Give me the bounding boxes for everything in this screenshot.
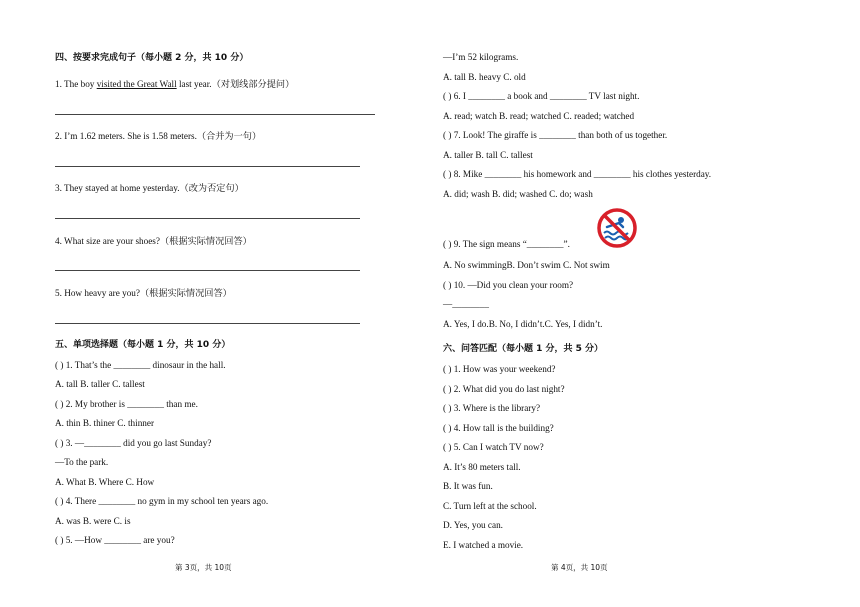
mc-line: ( ) 3. —________ did you go last Sunday? bbox=[55, 438, 212, 448]
mc-line: ( ) 2. My brother is ________ than me. bbox=[55, 399, 198, 409]
answer-line bbox=[55, 270, 360, 271]
mc-line: A. What B. Where C. How bbox=[55, 477, 155, 487]
q4-1-underlined: visited the Great Wall bbox=[96, 79, 177, 89]
answer-line bbox=[55, 114, 375, 115]
answer-line bbox=[55, 218, 360, 219]
match-line: E. I watched a movie. bbox=[443, 540, 524, 550]
match-line: ( ) 1. How was your weekend? bbox=[443, 364, 556, 374]
match-line: C. Turn left at the school. bbox=[443, 501, 537, 511]
mc-line: —I’m 52 kilograms. bbox=[443, 52, 519, 62]
page-footer: 第 4页，共 10页 bbox=[551, 563, 608, 572]
mc-line: A. Yes, I do.B. No, I didn’t.C. Yes, I didn’t. bbox=[443, 319, 603, 329]
question-4-5: 5. How heavy are you?（根据实际情况回答） bbox=[55, 288, 232, 298]
mc-line: A. thin B. thiner C. thinner bbox=[55, 418, 155, 428]
mc-line: ( ) 8. Mike ________ his homework and ________ his clothes yesterday. bbox=[443, 169, 712, 179]
match-line: ( ) 4. How tall is the building? bbox=[443, 423, 554, 433]
match-line: D. Yes, you can. bbox=[443, 520, 503, 530]
right-page bbox=[443, 0, 773, 607]
question-4-3: 3. They stayed at home yesterday.（改为否定句） bbox=[55, 183, 244, 193]
q4-1-pre: 1. The boy bbox=[55, 79, 97, 89]
question-4-1 bbox=[55, 78, 294, 90]
mc-line: A. read; watch B. read; watched C. readed; watched bbox=[443, 111, 635, 121]
section4-title: 四、按要求完成句子（每小题 2 分，共 10 分） bbox=[55, 53, 249, 63]
q4-1-post: last year.（对划线部分提问） bbox=[176, 79, 295, 89]
mc-line: A. tall B. heavy C. old bbox=[443, 72, 526, 82]
mc-line: —________ bbox=[443, 299, 489, 309]
match-line: ( ) 2. What did you do last night? bbox=[443, 384, 565, 394]
answer-line bbox=[55, 323, 360, 324]
mc-line: A. did; wash B. did; washed C. do; wash bbox=[443, 189, 593, 199]
mc-line: A. No swimmingB. Don’t swim C. Not swim bbox=[443, 260, 610, 270]
left-page bbox=[55, 0, 385, 607]
mc-line: ( ) 6. I ________ a book and ________ TV last night. bbox=[443, 91, 640, 101]
section5-title: 五、单项选择题（每小题 1 分，共 10 分） bbox=[55, 340, 231, 350]
mc-line: ( ) 7. Look! The giraffe is ________ than both of us together. bbox=[443, 130, 668, 140]
mc-line: A. taller B. tall C. tallest bbox=[443, 150, 533, 160]
mc-line: A. tall B. taller C. tallest bbox=[55, 379, 145, 389]
match-line: ( ) 5. Can I watch TV now? bbox=[443, 442, 544, 452]
mc-line: ( ) 1. That’s the ________ dinosaur in the hall. bbox=[55, 360, 226, 370]
section6-title: 六、问答匹配（每小题 1 分，共 5 分） bbox=[443, 344, 604, 354]
mc-line: ( ) 4. There ________ no gym in my school ten years ago. bbox=[55, 496, 269, 506]
answer-line bbox=[55, 166, 360, 167]
match-line: A. It’s 80 meters tall. bbox=[443, 462, 521, 472]
question-4-4: 4. What size are your shoes?（根据实际情况回答） bbox=[55, 236, 252, 246]
no-swimming-sign-icon bbox=[597, 208, 637, 248]
question-4-2: 2. I’m 1.62 meters. She is 1.58 meters.（合并为一句） bbox=[55, 131, 262, 141]
match-line: B. It was fun. bbox=[443, 481, 493, 491]
page-footer: 第 3页，共 10页 bbox=[175, 563, 232, 572]
mc-line: —To the park. bbox=[55, 457, 109, 467]
mc-line: A. was B. were C. is bbox=[55, 516, 131, 526]
mc-line: ( ) 9. The sign means “________”. bbox=[443, 239, 570, 249]
mc-line: ( ) 10. —Did you clean your room? bbox=[443, 280, 574, 290]
mc-line: ( ) 5. —How ________ are you? bbox=[55, 535, 175, 545]
match-line: ( ) 3. Where is the library? bbox=[443, 403, 541, 413]
